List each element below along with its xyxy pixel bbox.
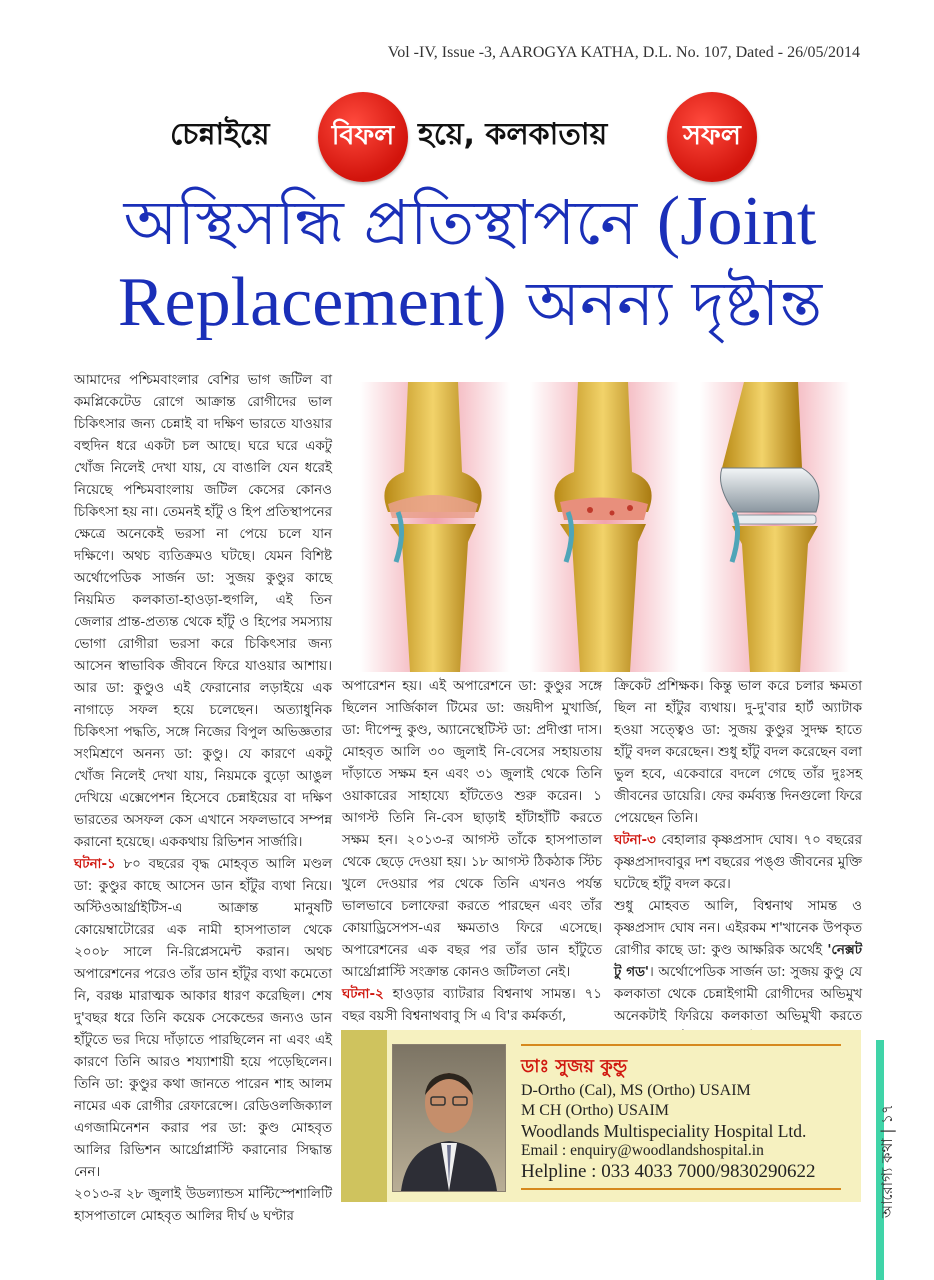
case-2-text: হাওড়ার ব্যাটরার বিশ্বনাথ সামন্ত। ৭১ বছর বয়সী বিশ্বনাথবাবু সি এ বি'র কর্মকর্তা, — [342, 987, 602, 1024]
knee-illustration — [350, 382, 860, 672]
case-3 — [614, 830, 862, 896]
headline-part-kolkata: হয়ে, কলকাতায় — [418, 117, 608, 152]
article-column-3 — [614, 676, 862, 1050]
case-1-label: ঘটনা-১ — [74, 857, 116, 872]
issue-line: Vol -IV, Issue -3, AAROGYA KATHA, D.L. No. 107, Dated - 26/05/2014 — [387, 44, 860, 61]
page-marker — [858, 1058, 896, 1218]
article-column-1 — [74, 370, 332, 1228]
badge-success: সফল — [667, 92, 757, 182]
closing-paragraph — [614, 896, 862, 1050]
closing-text-a: শুধু মোহবত আলি, বিশ্বনাথ সামন্ত ও কৃষ্ণপ্রসাদ ঘোষ নন। এইরকম শ'খানেক উপকৃত রোগীর কাছে ডা: কুণ্ড আক্ষরিক অর্থেই — [614, 899, 862, 958]
badge-failed: বিফল — [318, 92, 408, 182]
case-1-text: ৮০ বছরের বৃদ্ধ মোহবৃত আলি মণ্ডল ডা: কুণ্ডুর কাছে আসেন ডান হাঁটুর ব্যথা নিয়ে। অস্টিওআর্থ্রাইটিস-এ আক্রান্ত মানুষটি কোয়েম্বাটোরের এক নামী হাসপাতাল থেকে ২০০৮ সালে নি-রিপ্লেসমেন্ট করান। অথচ অপারেশনের পরেও তাঁর ডান হাঁটুর ব্যথা কমেতো নি, বরঞ্চ মারাত্মক আকার ধারণ করেছিল। শেষ দু'বছর ধরে তিনি কয়েক সেকেন্ডের জন্যও ডান হাঁটুতে ভর দিয়ে দাঁড়াতে পারছিলেন না এবং এই কারণে তিনি আরও শয্যাশায়ী হয়ে পড়েছিলেন। তিনি ডা: কুণ্ডুর কথা জানতে পারেন শাহ আলম নামের এক রোগীর রেফারেন্সে। রেডিওলজিক্যাল এগজামিনেশন করার পর ডা: কুণ্ড মোহবৃত আলির রিভিশন আর্থ্রোপ্লাস্টি করানোর সিদ্ধান্ত নেন। — [74, 857, 332, 1180]
headline-part-chennai: চেন্নাইয়ে — [170, 117, 270, 152]
panel-accent — [341, 1030, 387, 1202]
article-intro: আমাদের পশ্চিমবাংলার বেশির ভাগ জটিল বা কমপ্লিকেটেড রোগে আক্রান্ত রোগীদের ভাল চিকিৎসার জন্য চেন্নাই বা দক্ষিণ ভারতে যাওয়ার বহুদিন ধরে একটা চল আছে। ঘরে ঘরে একটু খোঁজ নিলেই দেখা যায়, যে বাঙালি যেন ধরেই নিয়েছে পশ্চিমবাংলায় জটিল কেসের কোনও চিকিৎসা হয় না। তেমনই হাঁটু ও হিপ প্রতিস্থাপনের ক্ষেত্রে অনেকেই ভরসা না পেয়ে চলে যান দক্ষিণে। অথচ ব্যতিক্রমও ঘটছে। যেমন বিশিষ্ট অর্থোপেডিক সার্জন ডা: সুজয় কুণ্ডুর কাছে নিয়মিত কলকাতা-হাওড়া-হুগলি, এই তিন জেলার প্রান্ত-প্রত্যন্ত থেকে হাঁটু ও হিপের সমস্যায় ভোগা রোগীরা ভরসা করে চিকিৎসার জন্য আসেন স্বাভাবিক জীবনে ফিরে যাওয়ার আশায়। আর ডা: কুণ্ডুও এই ফেরানোর লড়াইয়ে এক নাগাড়ে সফল হয়ে চলেছেন। অত্যাধুনিক চিকিৎসা পদ্ধতি, সঙ্গে নিজের বিপুল অভিজ্ঞতার সংমিশ্রণে অনন্য ডা: কুণ্ডু। যে কারণে একটু খোঁজ নিলেই দেখা যায়, নিয়মকে বুড়ো আঙুল দেখিয়ে এক্সেপেশন হিসেবে চেন্নাইয়ের বা দক্ষিণ ভারতের অসফল কেস এখানে সফলভাবে সম্পন্ন করানো হয়েছে। এককথায় রিভিশন সার্জারি। — [74, 373, 332, 850]
case-1 — [74, 854, 332, 1184]
column-2-text: অপারেশন হয়। এই অপারেশনে ডা: কুণ্ডুর সঙ্গে ছিলেন সার্জিকাল টিমের ডা: জয়দীপ মুখার্জি, ডা: দীপেন্দু কুণ্ড, অ্যানেস্থেটিস্ট ডা: প্রদীপ্তা দাস। মোহবৃত আলি ৩০ জুলাই নি-বেসের সহায়তায় দাঁড়াতে সক্ষম হন এবং ৩১ জুলাই থেকে তিনি ওয়াকারের সাহায্যে হাঁটতেও শুরু করেন। ১ আগস্ট তিনি নি-বেস ছাড়াই হাঁটাহাঁটি করতে সক্ষম হন। ২০১৩-র আগস্ট তাঁকে হাসপাতাল থেকে ছেড়ে দেওয়া হয়। ১৮ আগস্ট ঠিকঠাক স্টিচ খুলে দেওয়ার পর থেকে তিনি এখনও পর্যন্ত ভালভাবে চলাফেরা করতে পারছেন এবং তাঁর কোয়াড্রিসেপস-এর ক্ষমতাও ফিরে এসেছে। অপারেশনের এক বছর পর তাঁর ডান হাঁটুতে আর্থ্রোপ্লাস্টি সংক্রান্ত কোনও জটিলতা নেই। — [342, 679, 602, 980]
case-2 — [342, 984, 602, 1028]
column-3-text: ক্রিকেট প্রশিক্ষক। কিন্তু ভাল করে চলার ক্ষমতা ছিল না হাঁটুর ব্যথায়। দু-দু'বার হার্ট অ্যাটাক হওয়া সত্ত্বেও ডা: সুজয় কুণ্ডুর সুদক্ষ হাতে হাঁটু বদল করেছেন। শুধু হাঁটু বদল করেছেন বলা ভুল হবে, একেবারে বদলে গেছে তাঁর দুঃসহ জীবনের ডায়েরি। ফের কর্মব্যস্ত দিনগুলো ফিরে পেয়েছেন তিনি। — [614, 679, 862, 826]
doctor-degree-1: D-Ortho (Cal), MS (Ortho) USAIM — [521, 1082, 751, 1099]
bottom-divider — [521, 1188, 841, 1190]
case-2-label: ঘটনা-২ — [342, 987, 384, 1002]
doctor-photo — [392, 1044, 506, 1192]
page-marker-label: আরোগ্য কথা | ১৭ — [878, 1104, 896, 1218]
doctor-info-panel — [341, 1030, 861, 1202]
main-headline — [60, 182, 880, 344]
closing-text-b: । অর্থোপেডিক সার্জন ডা: সুজয় কুণ্ডু যে কলকাতা থেকে চেন্নাইগামী রোগীদের অভিমুখ অনেকটাই ফিরিয়ে কলকাতা অভিমুখী করতে — [614, 965, 862, 1024]
closing-quote: 'নেক্সট টু গড' — [614, 943, 862, 980]
knee-replaced — [700, 382, 850, 672]
article-column-2 — [342, 676, 602, 1028]
doctor-degree-2: M CH (Ortho) USAIM — [521, 1102, 669, 1119]
headline-bn-2: অনন্য দৃষ্টান্ত — [526, 267, 823, 340]
top-divider — [521, 1044, 841, 1046]
headline-top — [170, 92, 790, 174]
case-3-label: ঘটনা-৩ — [614, 833, 656, 848]
headline-en-1: (Joint — [656, 183, 817, 260]
knee-healthy — [360, 382, 510, 672]
headline-line-1 — [60, 182, 880, 263]
knee-arthritic — [530, 382, 680, 672]
headline-bn-1: অস্থিসন্ধি প্রতিস্থাপনে — [123, 186, 638, 259]
case-3-text: বেহালার কৃষ্ণপ্রসাদ ঘোষ। ৭০ বছরের কৃষ্ণপ্রসাদবাবুর দশ বছরের পঙ্গু জীবনের মুক্তি ঘটেছে হাঁটু বদল করে। — [614, 833, 862, 892]
headline-en-2: Replacement) — [117, 264, 507, 341]
headline-line-2 — [60, 263, 880, 344]
case-1-continuation: ২০১৩-র ২৮ জুলাই উডল্যান্ডস মাল্টিস্পেশালিটি হাসপাতালে মোহবৃত আলির দীর্ঘ ৬ ঘণ্টার — [74, 1187, 332, 1224]
helpline: Helpline : 033 4033 7000/9830290622 — [521, 1161, 816, 1182]
hospital-name: Woodlands Multispeciality Hospital Ltd. — [521, 1121, 807, 1141]
doctor-name: ডাঃ সুজয় কুন্ডু — [521, 1056, 628, 1077]
email: Email : enquiry@woodlandshospital.in — [521, 1142, 764, 1159]
